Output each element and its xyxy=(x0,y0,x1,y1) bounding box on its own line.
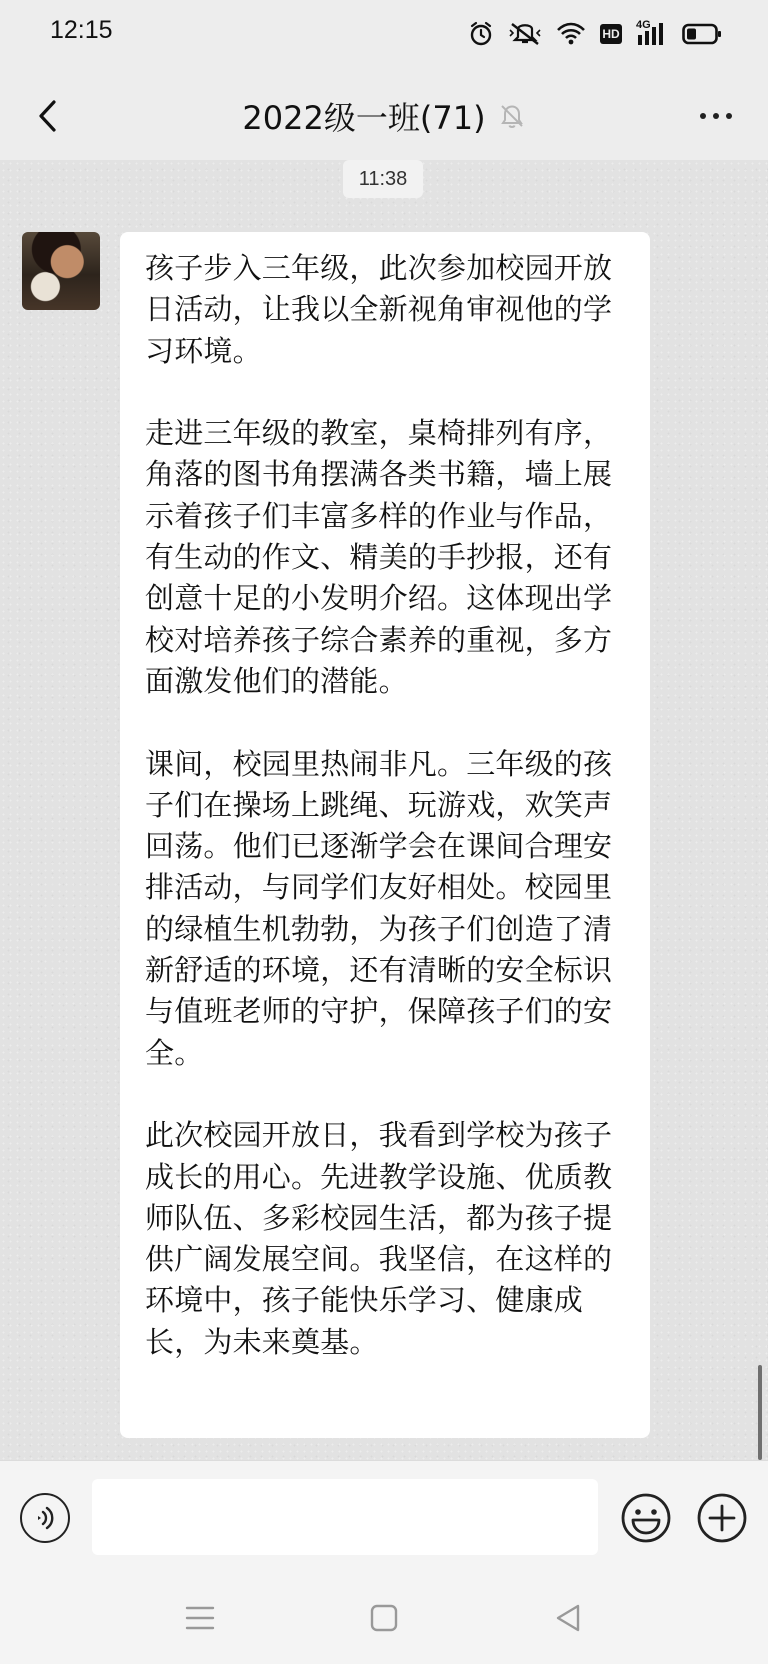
chat-header xyxy=(0,72,768,160)
home-square-icon xyxy=(370,1604,398,1632)
sender-avatar[interactable] xyxy=(22,232,100,310)
message-timestamp: 11:38 xyxy=(343,160,423,198)
chat-area[interactable] xyxy=(0,160,768,1460)
message-paragraph: 此次校园开放日，我看到学校为孩子成长的用心。先进教学设施、优质教师队伍、多彩校园生活，都为孩子提供广阔发展空间。我坚信，在这样的环境中，孩子能快乐学习、健康成长，为未来奠基。 xyxy=(145,1118,613,1359)
message-input[interactable] xyxy=(92,1479,598,1555)
status-time: 12:15 xyxy=(50,16,113,44)
message-paragraph: 课间，校园里热闹非凡。三年级的孩子们在操场上跳绳、玩游戏，欢笑声回荡。他们已逐渐学会在课间合理安排活动，与同学们友好相处。校园里的绿植生机勃勃，为孩子们创造了清新舒适的环境，还有清晰的安全标识与值班老师的守护，保障孩子们的安全。 xyxy=(145,746,613,1070)
status-icons xyxy=(468,18,722,50)
more-dot xyxy=(713,113,719,119)
signal-4g-icon xyxy=(636,21,668,47)
message-bubble[interactable] xyxy=(120,232,650,1438)
vibrate-mute-icon xyxy=(508,21,542,47)
chat-title-wrap xyxy=(0,92,768,140)
more-options-button[interactable] xyxy=(688,92,744,140)
chat-title: 2022级一班(71) xyxy=(242,99,486,137)
home-nav-button[interactable] xyxy=(364,1598,404,1638)
input-bar xyxy=(0,1460,768,1573)
emoji-icon[interactable] xyxy=(620,1492,672,1544)
message-paragraph: 走进三年级的教室，桌椅排列有序，角落的图书角摆满各类书籍，墙上展示着孩子们丰富多样的作业与作品，有生动的作文、精美的手抄报，还有创意十足的小发明介绍。这体现出学校对培养孩子综合素养的重视，多方面激发他们的潜能。 xyxy=(145,416,613,698)
back-triangle-icon xyxy=(554,1603,582,1633)
back-nav-button[interactable] xyxy=(548,1598,588,1638)
status-bar xyxy=(0,0,768,72)
add-plus-icon[interactable] xyxy=(696,1492,748,1544)
menu-icon xyxy=(185,1605,215,1631)
mute-bell-icon xyxy=(498,102,526,130)
system-nav-bar xyxy=(0,1572,768,1664)
wifi-icon xyxy=(556,22,586,46)
voice-icon xyxy=(32,1505,58,1531)
battery-icon xyxy=(682,22,722,46)
voice-input-button[interactable] xyxy=(20,1493,70,1543)
more-dot xyxy=(726,113,732,119)
message-paragraph: 孩子步入三年级，此次参加校园开放日活动，让我以全新视角审视他的学习环境。 xyxy=(145,251,613,368)
scroll-indicator[interactable] xyxy=(758,1365,762,1460)
menu-nav-button[interactable] xyxy=(180,1598,220,1638)
network-label: 4G xyxy=(636,19,651,31)
more-dot xyxy=(700,113,706,119)
alarm-icon xyxy=(468,21,494,47)
hd-icon: HD xyxy=(600,24,622,44)
